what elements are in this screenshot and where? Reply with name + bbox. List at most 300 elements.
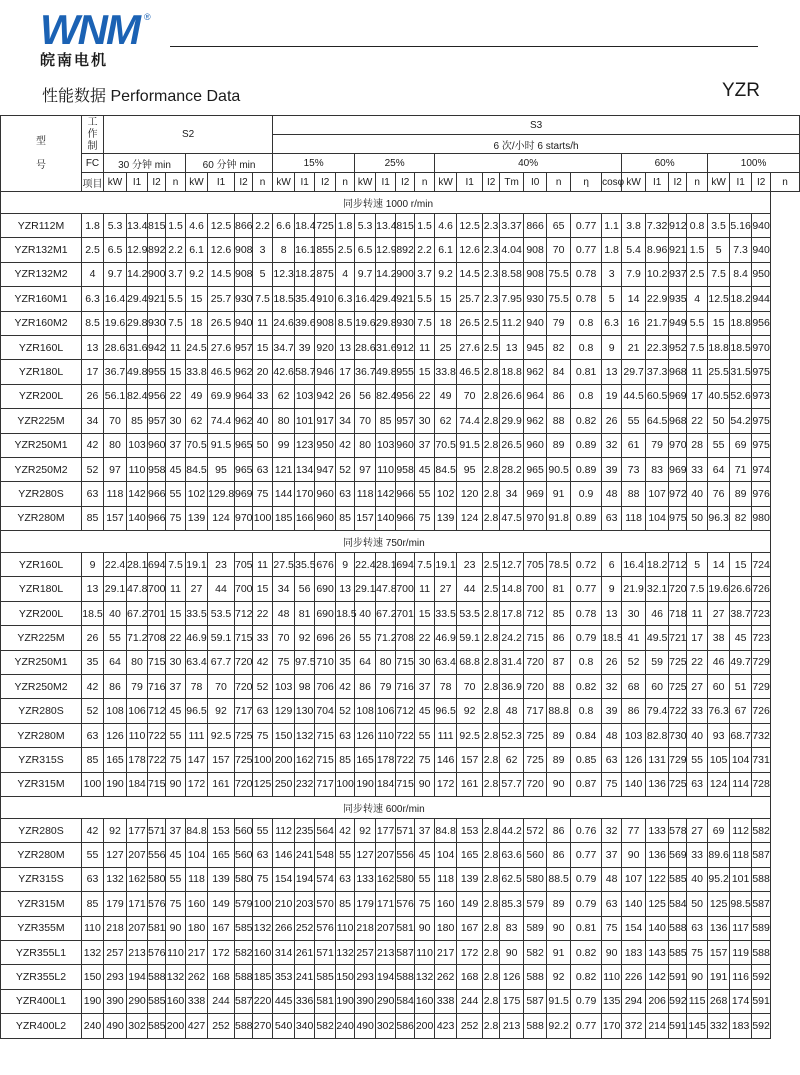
value-cell: 960: [524, 433, 547, 457]
value-cell: 183: [730, 1014, 752, 1038]
value-cell: 14.5: [208, 262, 235, 286]
value-cell: 37: [166, 433, 186, 457]
value-cell: 85: [336, 748, 355, 772]
value-cell: 45: [415, 843, 435, 867]
value-cell: 952: [669, 335, 687, 359]
value-cell: 22.4: [104, 553, 127, 577]
value-cell: 125: [708, 892, 730, 916]
value-cell: 157: [457, 748, 483, 772]
value-cell: 570: [315, 892, 336, 916]
value-cell: 46.5: [457, 360, 483, 384]
value-cell: 67.2: [127, 601, 148, 625]
value-cell: 190: [104, 772, 127, 796]
value-cell: 13: [336, 335, 355, 359]
value-cell: 715: [396, 772, 415, 796]
value-cell: 6.1: [435, 238, 457, 262]
value-cell: 5.16: [730, 214, 752, 238]
value-cell: 131: [646, 748, 669, 772]
value-cell: 76.3: [708, 699, 730, 723]
value-cell: 22: [415, 626, 435, 650]
value-cell: 41: [622, 626, 646, 650]
value-cell: 40: [687, 482, 708, 506]
value-cell: 171: [376, 892, 396, 916]
value-cell: 28.1: [127, 553, 148, 577]
value-cell: 200: [415, 1014, 435, 1038]
value-cell: 949: [669, 311, 687, 335]
value-cell: 338: [186, 989, 208, 1013]
value-cell: 101: [295, 409, 315, 433]
value-cell: 67: [730, 699, 752, 723]
value-cell: 75: [166, 506, 186, 530]
value-cell: 427: [186, 1014, 208, 1038]
value-cell: 26: [602, 650, 622, 674]
value-cell: 86: [622, 699, 646, 723]
value-cell: 100: [253, 506, 273, 530]
value-cell: 165: [208, 843, 235, 867]
value-cell: 980: [752, 506, 771, 530]
value-cell: 560: [235, 818, 253, 842]
value-cell: 31.6: [376, 335, 396, 359]
value-cell: 91: [547, 482, 571, 506]
value-cell: 63.4: [435, 650, 457, 674]
value-cell: 75.5: [547, 262, 571, 286]
value-cell: 8.5: [82, 311, 104, 335]
value-cell: 30: [415, 409, 435, 433]
value-cell: 560: [235, 843, 253, 867]
header-fc: FC: [82, 154, 104, 173]
value-cell: 3: [253, 238, 273, 262]
value-cell: 2.5: [82, 238, 104, 262]
value-cell: 90: [687, 965, 708, 989]
value-cell: 700: [235, 577, 253, 601]
value-cell: 353: [273, 965, 295, 989]
value-cell: 576: [148, 892, 166, 916]
value-cell: 13: [336, 577, 355, 601]
value-cell: 45: [415, 457, 435, 481]
value-cell: 705: [524, 553, 547, 577]
value-cell: 2.8: [483, 723, 500, 747]
value-cell: 44: [208, 577, 235, 601]
value-cell: 18.8: [500, 360, 524, 384]
value-cell: 25.5: [708, 360, 730, 384]
value-cell: 91: [547, 940, 571, 964]
value-cell: 591: [669, 965, 687, 989]
value-cell: 975: [669, 506, 687, 530]
value-cell: 712: [148, 699, 166, 723]
value-cell: 150: [273, 723, 295, 747]
value-cell: 716: [148, 675, 166, 699]
value-cell: 940: [752, 238, 771, 262]
value-cell: 11: [166, 577, 186, 601]
column-header: n: [336, 173, 355, 192]
value-cell: 721: [669, 626, 687, 650]
header-s3: S3: [273, 116, 800, 135]
value-cell: 105: [708, 748, 730, 772]
value-cell: 106: [127, 699, 148, 723]
value-cell: 133: [646, 818, 669, 842]
value-cell: 588: [752, 867, 771, 891]
value-cell: 63: [602, 748, 622, 772]
table-row: [1, 482, 800, 506]
value-cell: 32.1: [646, 577, 669, 601]
value-cell: 965: [235, 457, 253, 481]
value-cell: 945: [524, 335, 547, 359]
value-cell: 6.5: [104, 238, 127, 262]
value-cell: 213: [376, 940, 396, 964]
value-cell: 54.2: [730, 409, 752, 433]
value-cell: 90: [622, 843, 646, 867]
value-cell: 68.8: [457, 650, 483, 674]
value-cell: 79: [376, 675, 396, 699]
value-cell: 42: [336, 433, 355, 457]
value-cell: 5: [253, 262, 273, 286]
value-cell: 110: [166, 940, 186, 964]
value-cell: 968: [669, 409, 687, 433]
value-cell: 29.8: [376, 311, 396, 335]
value-cell: 0.76: [571, 818, 602, 842]
value-cell: 46: [646, 601, 669, 625]
value-cell: 445: [273, 989, 295, 1013]
value-cell: 160: [435, 892, 457, 916]
value-cell: 731: [752, 748, 771, 772]
value-cell: 98: [295, 675, 315, 699]
value-cell: 372: [622, 1014, 646, 1038]
column-header: Tm: [500, 173, 524, 192]
value-cell: 5.3: [104, 214, 127, 238]
value-cell: 2.8: [483, 916, 500, 940]
value-cell: 122: [646, 867, 669, 891]
value-cell: 33: [687, 843, 708, 867]
value-cell: 8.5: [336, 311, 355, 335]
table-body: [1, 116, 800, 1039]
value-cell: 80: [273, 409, 295, 433]
value-cell: 0.82: [571, 409, 602, 433]
value-cell: 166: [295, 506, 315, 530]
value-cell: 58.7: [295, 360, 315, 384]
value-cell: 18.8: [730, 311, 752, 335]
value-cell: 12.5: [208, 214, 235, 238]
value-cell: 2.8: [483, 989, 500, 1013]
model-cell: YZR250M2: [1, 675, 82, 699]
column-header: kW: [355, 173, 376, 192]
value-cell: 37: [415, 818, 435, 842]
value-cell: 11: [415, 577, 435, 601]
value-cell: 2.8: [483, 772, 500, 796]
value-cell: 35: [336, 650, 355, 674]
value-cell: 940: [524, 311, 547, 335]
value-cell: 177: [127, 818, 148, 842]
value-cell: 153: [457, 818, 483, 842]
value-cell: 89: [547, 748, 571, 772]
value-cell: 116: [730, 965, 752, 989]
value-cell: 86: [355, 675, 376, 699]
value-cell: 150: [82, 965, 104, 989]
value-cell: 15: [415, 601, 435, 625]
value-cell: 26: [82, 626, 104, 650]
column-header: η: [571, 173, 602, 192]
value-cell: 332: [708, 1014, 730, 1038]
value-cell: 85: [82, 748, 104, 772]
header-item: 项目: [82, 173, 104, 192]
value-cell: 2.8: [483, 748, 500, 772]
value-cell: 83: [500, 916, 524, 940]
value-cell: 161: [208, 772, 235, 796]
value-cell: 70: [547, 238, 571, 262]
value-cell: 0.89: [571, 433, 602, 457]
value-cell: 126: [500, 965, 524, 989]
value-cell: 6.3: [602, 311, 622, 335]
value-cell: 47.8: [376, 577, 396, 601]
value-cell: 165: [457, 843, 483, 867]
value-cell: 900: [148, 262, 166, 286]
value-cell: 722: [669, 699, 687, 723]
value-cell: 2.3: [483, 238, 500, 262]
value-cell: 90: [415, 916, 435, 940]
value-cell: 920: [315, 335, 336, 359]
value-cell: 74.4: [457, 409, 483, 433]
value-cell: 15: [253, 577, 273, 601]
value-cell: 207: [127, 916, 148, 940]
header-fc60: 60%: [622, 154, 708, 173]
value-cell: 210: [273, 892, 295, 916]
value-cell: 33: [687, 699, 708, 723]
value-cell: 930: [148, 311, 166, 335]
value-cell: 23: [208, 553, 235, 577]
value-cell: 96.5: [186, 699, 208, 723]
value-cell: 180: [186, 916, 208, 940]
value-cell: 37: [415, 675, 435, 699]
value-cell: 930: [524, 287, 547, 311]
value-cell: 9: [336, 553, 355, 577]
performance-table: [0, 115, 800, 1039]
value-cell: 40: [687, 867, 708, 891]
value-cell: 7.5: [687, 335, 708, 359]
value-cell: 16.4: [355, 287, 376, 311]
value-cell: 5.4: [622, 238, 646, 262]
value-cell: 706: [315, 675, 336, 699]
value-cell: 875: [315, 262, 336, 286]
value-cell: 579: [524, 892, 547, 916]
value-cell: 32: [602, 675, 622, 699]
value-cell: 160: [415, 989, 435, 1013]
value-cell: 910: [315, 287, 336, 311]
value-cell: 203: [295, 892, 315, 916]
value-cell: 0.78: [571, 287, 602, 311]
value-cell: 975: [752, 409, 771, 433]
value-cell: 49.8: [376, 360, 396, 384]
value-cell: 21: [622, 335, 646, 359]
value-cell: 720: [524, 772, 547, 796]
value-cell: 2.8: [483, 965, 500, 989]
value-cell: 302: [127, 1014, 148, 1038]
value-cell: 815: [396, 214, 415, 238]
value-cell: 560: [524, 843, 547, 867]
value-cell: 585: [235, 916, 253, 940]
value-cell: 235: [295, 818, 315, 842]
value-cell: 14.5: [457, 262, 483, 286]
value-cell: 55: [336, 843, 355, 867]
table-row: [1, 723, 800, 747]
value-cell: 132: [82, 940, 104, 964]
value-cell: 78: [435, 675, 457, 699]
value-cell: 584: [396, 989, 415, 1013]
value-cell: 261: [295, 940, 315, 964]
table-row: [1, 626, 800, 650]
value-cell: 90: [500, 940, 524, 964]
value-cell: 970: [669, 433, 687, 457]
value-cell: 108: [104, 699, 127, 723]
value-cell: 132: [253, 916, 273, 940]
column-header: I0: [524, 173, 547, 192]
value-cell: 142: [376, 482, 396, 506]
value-cell: 7.3: [730, 238, 752, 262]
value-cell: 32: [602, 433, 622, 457]
value-cell: 290: [127, 989, 148, 1013]
table-row: [1, 940, 800, 964]
value-cell: 178: [376, 748, 396, 772]
value-cell: 7.5: [166, 311, 186, 335]
column-header: I1: [376, 173, 396, 192]
value-cell: 33: [253, 384, 273, 408]
value-cell: 63: [253, 699, 273, 723]
value-cell: 171: [127, 892, 148, 916]
value-cell: 13.4: [376, 214, 396, 238]
section-title: 同步转速 1000 r/min: [1, 192, 771, 214]
value-cell: 28.6: [355, 335, 376, 359]
header-fc40: 40%: [435, 154, 622, 173]
value-cell: 132: [415, 965, 435, 989]
value-cell: 34.7: [273, 335, 295, 359]
column-header: kW: [708, 173, 730, 192]
value-cell: 33.5: [186, 601, 208, 625]
value-cell: 720: [524, 675, 547, 699]
value-cell: 140: [376, 506, 396, 530]
value-cell: 717: [235, 699, 253, 723]
value-cell: 106: [376, 699, 396, 723]
model-cell: YZR225M: [1, 626, 82, 650]
value-cell: 63: [336, 482, 355, 506]
value-cell: 97: [104, 457, 127, 481]
value-cell: 55: [708, 433, 730, 457]
value-cell: 75: [602, 772, 622, 796]
value-cell: 9.2: [186, 262, 208, 286]
value-cell: 85: [127, 409, 148, 433]
section-row: [1, 796, 800, 818]
value-cell: 729: [752, 650, 771, 674]
value-cell: 720: [524, 650, 547, 674]
column-header: n: [771, 173, 800, 192]
value-cell: 39: [602, 699, 622, 723]
value-cell: 556: [148, 843, 166, 867]
value-cell: 2.8: [483, 433, 500, 457]
value-cell: 579: [235, 892, 253, 916]
value-cell: 52: [336, 457, 355, 481]
value-cell: 126: [104, 723, 127, 747]
value-cell: 0.77: [571, 238, 602, 262]
column-header: n: [547, 173, 571, 192]
value-cell: 726: [752, 699, 771, 723]
value-cell: 676: [315, 553, 336, 577]
value-cell: 61: [622, 433, 646, 457]
value-cell: 585: [148, 1014, 166, 1038]
value-cell: 729: [752, 675, 771, 699]
value-cell: 213: [500, 1014, 524, 1038]
value-cell: 60: [708, 675, 730, 699]
value-cell: 976: [752, 482, 771, 506]
value-cell: 104: [730, 748, 752, 772]
value-cell: 35: [82, 650, 104, 674]
value-cell: 974: [752, 457, 771, 481]
value-cell: 92: [547, 965, 571, 989]
value-cell: 587: [396, 940, 415, 964]
value-cell: 97: [355, 457, 376, 481]
value-cell: 4.04: [500, 238, 524, 262]
value-cell: 975: [752, 433, 771, 457]
value-cell: 55: [355, 626, 376, 650]
value-cell: 110: [336, 916, 355, 940]
table-row: [1, 433, 800, 457]
value-cell: 68: [622, 675, 646, 699]
value-cell: 18: [435, 311, 457, 335]
value-cell: 34: [500, 482, 524, 506]
value-cell: 940: [235, 311, 253, 335]
value-cell: 5.5: [687, 311, 708, 335]
value-cell: 179: [355, 892, 376, 916]
value-cell: 4.6: [186, 214, 208, 238]
value-cell: 22: [166, 384, 186, 408]
value-cell: 63: [253, 843, 273, 867]
value-cell: 22.9: [646, 287, 669, 311]
value-cell: 160: [253, 940, 273, 964]
value-cell: 132: [295, 723, 315, 747]
value-cell: 2.8: [483, 482, 500, 506]
value-cell: 55: [253, 818, 273, 842]
value-cell: 50: [687, 506, 708, 530]
value-cell: 191: [708, 965, 730, 989]
table-row: [1, 916, 800, 940]
table-row: [1, 335, 800, 359]
value-cell: 175: [500, 989, 524, 1013]
value-cell: 31.6: [127, 335, 148, 359]
value-cell: 2.8: [483, 892, 500, 916]
value-cell: 908: [524, 262, 547, 286]
value-cell: 6.1: [186, 238, 208, 262]
value-cell: 723: [752, 626, 771, 650]
table-row: [1, 650, 800, 674]
value-cell: 12.6: [457, 238, 483, 262]
value-cell: 85: [82, 892, 104, 916]
value-cell: 262: [435, 965, 457, 989]
value-cell: 104: [435, 843, 457, 867]
table-row: [1, 360, 800, 384]
value-cell: 75: [415, 892, 435, 916]
value-cell: 88: [622, 482, 646, 506]
value-cell: 74.4: [208, 409, 235, 433]
value-cell: 86: [547, 626, 571, 650]
value-cell: 38.7: [730, 601, 752, 625]
section-title: 同步转速 600r/min: [1, 796, 771, 818]
value-cell: 582: [235, 940, 253, 964]
value-cell: 142: [646, 965, 669, 989]
value-cell: 67.7: [208, 650, 235, 674]
value-cell: 9.7: [104, 262, 127, 286]
value-cell: 190: [336, 989, 355, 1013]
value-cell: 18.4: [295, 214, 315, 238]
value-cell: 340: [295, 1014, 315, 1038]
model-label: 型 号: [36, 135, 46, 171]
value-cell: 62: [435, 409, 457, 433]
value-cell: 965: [235, 433, 253, 457]
